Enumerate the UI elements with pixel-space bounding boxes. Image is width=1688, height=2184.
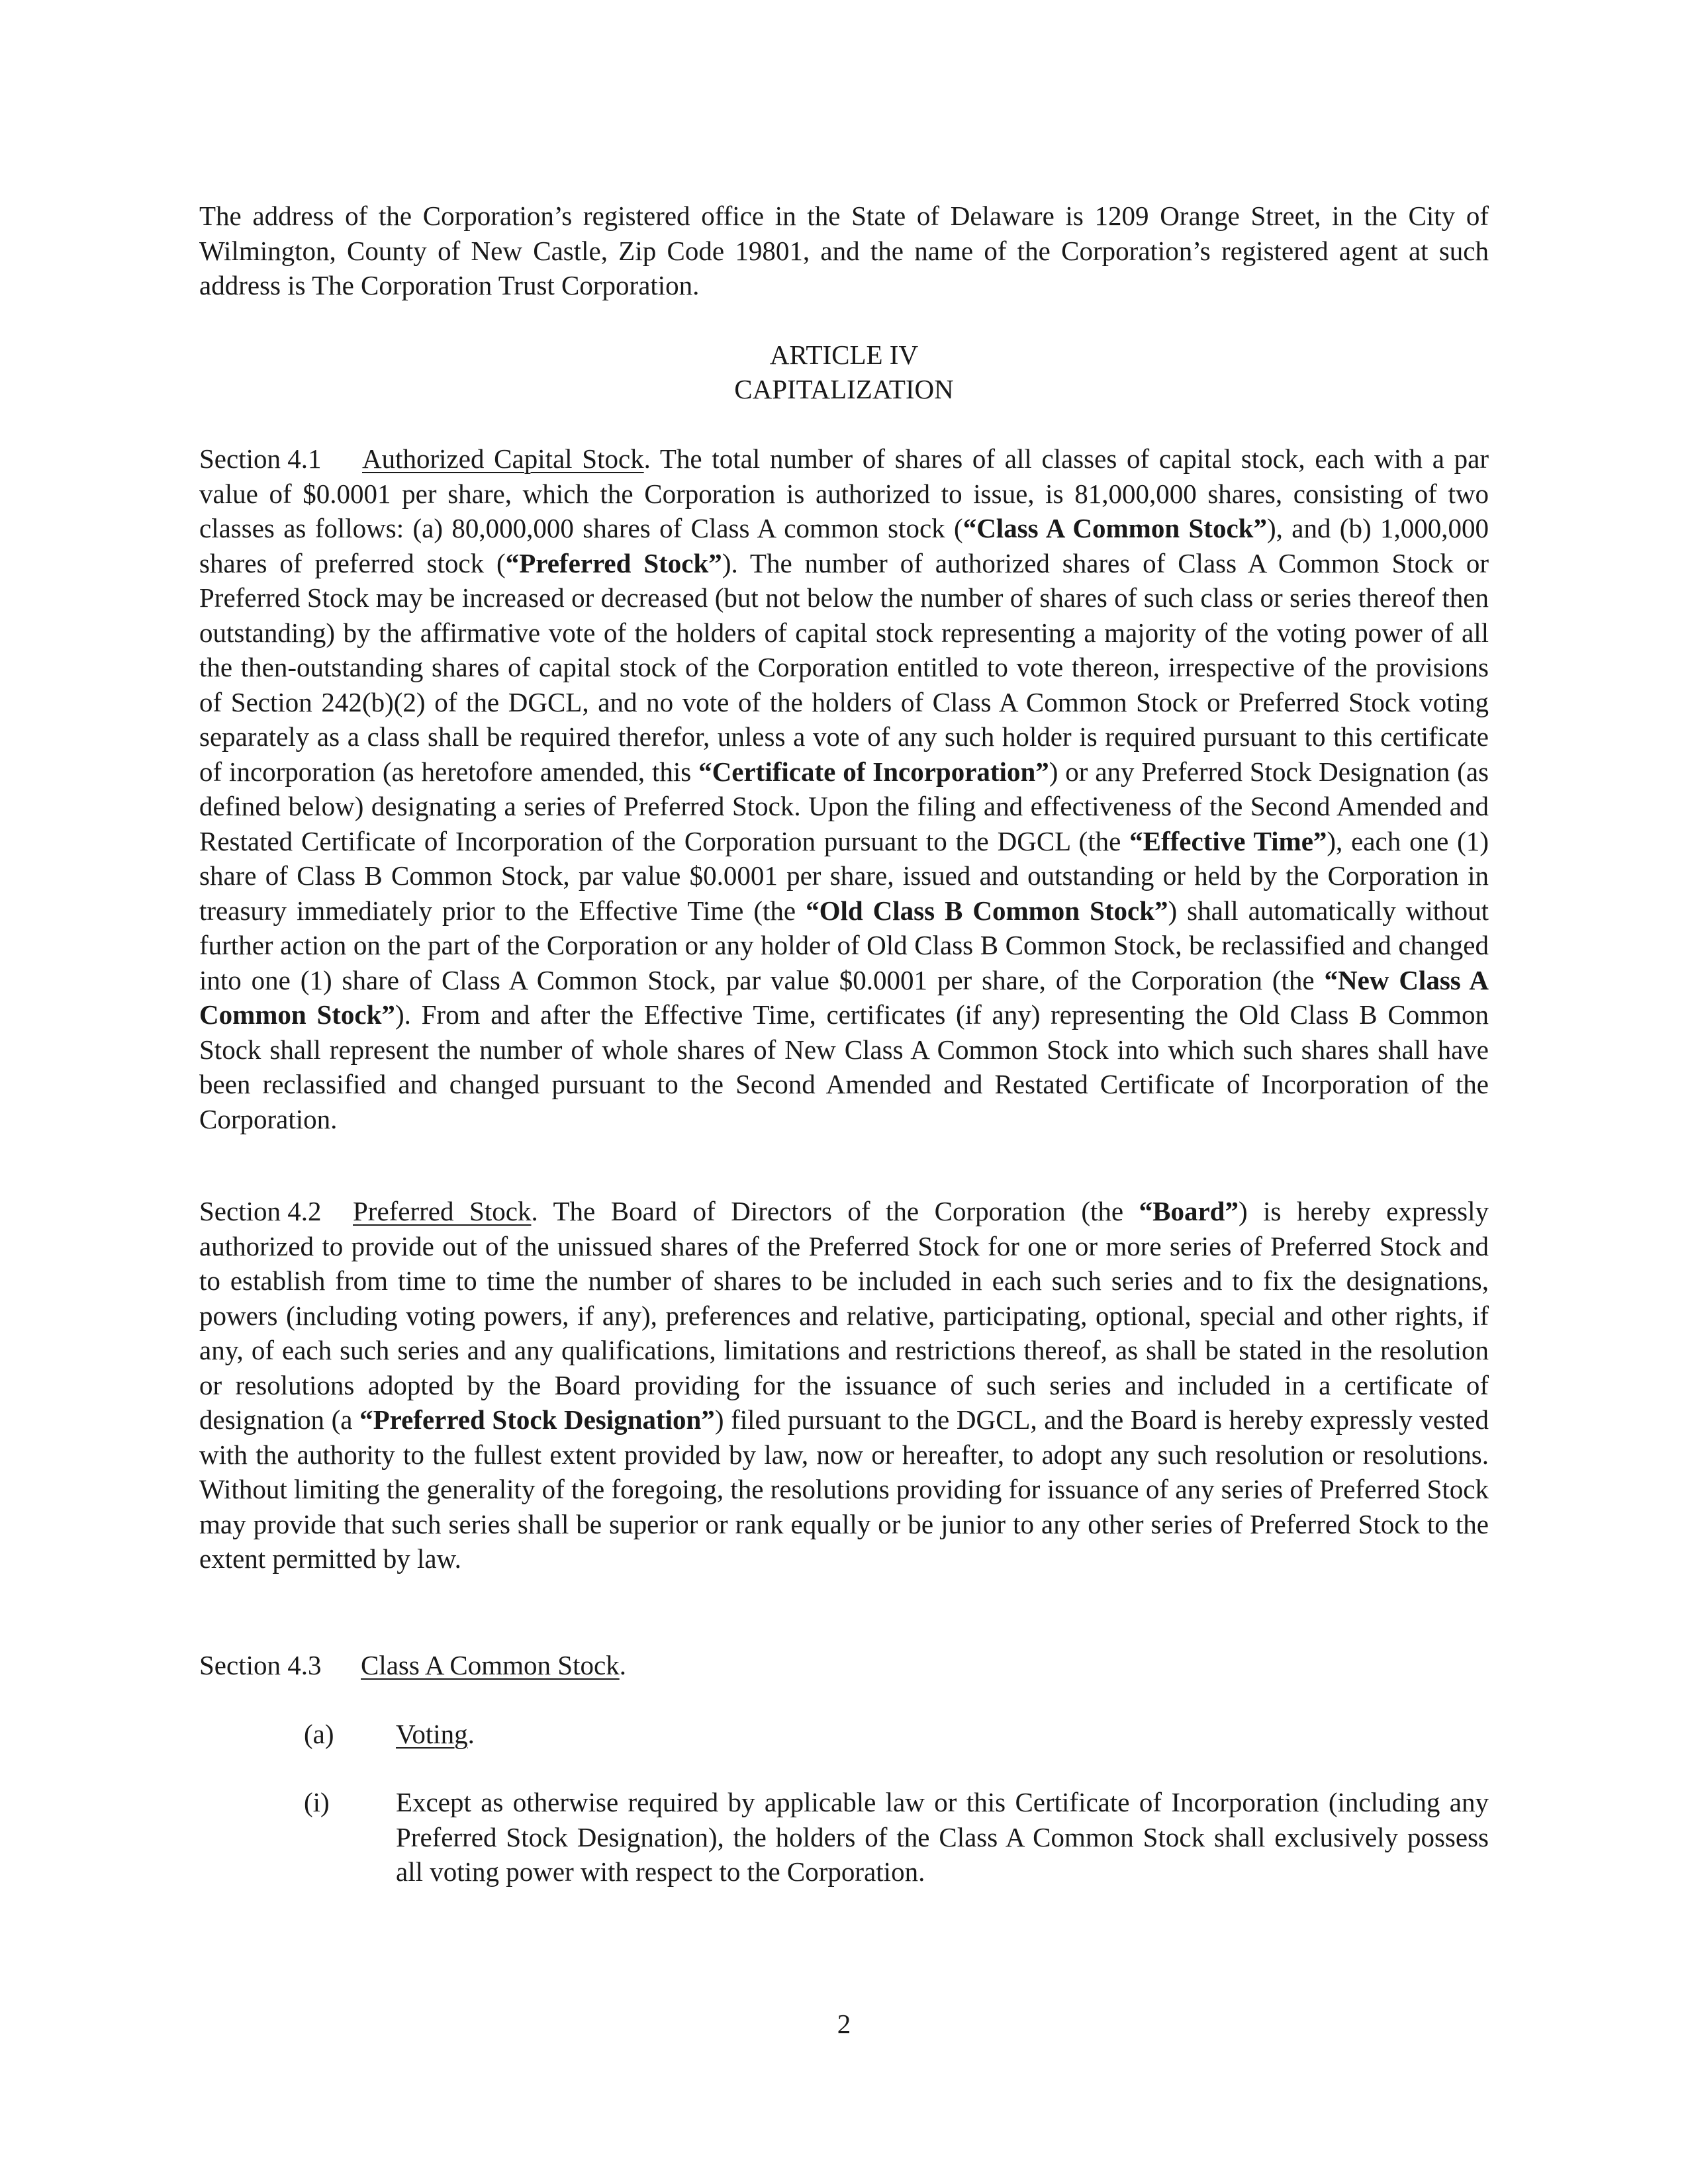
defined-term-preferred-stock: “Preferred Stock” [505, 547, 722, 578]
item-a-period: . [467, 1719, 475, 1749]
defined-term-new-class-a-common-stock: “New Class A Common Stock” [199, 964, 1489, 1030]
section-4-3-heading-line [199, 1648, 1489, 1683]
section-4-1-text: ) shall automatically without further action on the part of the Corporation or any holder of Old Class B Common Stock, be reclassified and changed into one (1) share of Class A Common Stock, par value $0.0001 per share, of the Corporation (the [199, 895, 1489, 995]
section-4-2-text: ) filed pursuant to the DGCL, and the Board is hereby expressly vested with the authority to the fullest extent provided by law, now or hereafter, to adopt any such resolution or resolutions. Without limiting the generality of the foregoing, the resolutions providing for issuance of any series of Preferred Stock may provide that such series shall be superior or rank equally or be junior to any other series of Preferred Stock to the extent permitted by law. [199, 1404, 1489, 1574]
section-4-3-heading: Class A Common Stock [361, 1650, 620, 1680]
section-4-1-text: . The total number of shares of all classes of capital stock, each with a par value of $0.0001 per share, which the Corporation is authorized to issue, is 81,000,000 shares, consisting of two classes as follows: (a) 80,000,000 shares of Class A common stock ( [199, 443, 1489, 543]
section-4-2-paragraph [199, 1194, 1489, 1576]
section-4-3-number: Section 4.3 [199, 1650, 322, 1680]
section-4-1-text: ). The number of authorized shares of Class A Common Stock or Preferred Stock may be increased or decreased (but not below the number of shares of such class or series thereof then outstanding) by the affirmative vote of the holders of capital stock representing a majority of the voting power of all the then-outstanding shares of capital stock of the Corporation entitled to vote thereon, irrespective of the provisions of Section 242(b)(2) of the DGCL, and no vote of the holders of Class A Common Stock or Preferred Stock voting separately as a class shall be required therefor, unless a vote of any such holder is required pursuant to this certificate of incorporation (as heretofore amended, this [199, 547, 1489, 787]
page-number: 2 [837, 2009, 851, 2039]
section-4-1-text: ), and (b) 1,000,000 shares of preferred stock ( [199, 513, 1489, 578]
section-4-1-text: ). From and after the Effective Time, certificates (if any) representing the Old Class B Common Stock shall represent the number of whole shares of New Class A Common Stock into which such shares shall have been reclassified and changed pursuant to the Second Amended and Restated Certificate of Incorporation of the Corporation. [199, 999, 1489, 1134]
section-4-2-text: ) is hereby expressly authorized to provide out of the unissued shares of the Preferred Stock for one or more series of Preferred Stock and to establish from time to time the number of shares to be included in each such series and to fix the designations, powers (including voting powers, if any), preferences and relative, participating, optional, special and other rights, if any, of each such series and any qualifications, limitations and restrictions thereof, as shall be stated in the resolution or resolutions adopted by the Board providing for the issuance of such series and included in a certificate of designation (a [199, 1196, 1489, 1435]
section-4-3-period: . [619, 1650, 626, 1680]
section-4-1-paragraph [199, 441, 1489, 1136]
section-4-2-text: . The Board of Directors of the Corporation (the [531, 1196, 1139, 1226]
section-4-1-text: ), each one (1) share of Class B Common Stock, par value $0.0001 per share, issued and outstanding or held by the Corporation in treasury immediately prior to the Effective Time (the [199, 825, 1489, 926]
defined-term-board: “Board” [1139, 1196, 1239, 1226]
section-4-1-text: ) or any Preferred Stock Designation (as defined below) designating a series of Preferred Stock. Upon the filing and effectiveness of the Second Amended and Restated Certificate of Incorporation of the Corporation pursuant to the DGCL (the [199, 756, 1489, 856]
item-a-heading-line [396, 1717, 1489, 1752]
section-4-1-heading: Authorized Capital Stock [362, 443, 644, 474]
section-4-1-number: Section 4.1 [199, 443, 322, 474]
defined-term-class-a-common-stock: “Class A Common Stock” [962, 513, 1267, 543]
defined-term-certificate-of-incorporation: “Certificate of Incorporation” [698, 756, 1049, 787]
article-number: ARTICLE IV [769, 340, 919, 370]
defined-term-preferred-stock-designation: “Preferred Stock Designation” [359, 1404, 715, 1435]
item-a-number: (a) [304, 1719, 334, 1749]
section-4-2-heading: Preferred Stock [353, 1196, 532, 1226]
intro-paragraph: The address of the Corporation’s registered office in the State of Delaware is 1209 Orange Street, in the City of Wilmington, County of New Castle, Zip Code 19801, and the name of the Corporation’s registered agent at such address is The Corporation Trust Corporation. [199, 201, 1489, 300]
section-4-2-number: Section 4.2 [199, 1196, 322, 1226]
item-i-number: (i) [304, 1787, 330, 1817]
defined-term-effective-time: “Effective Time” [1129, 825, 1327, 856]
item-i-text: Except as otherwise required by applicable law or this Certificate of Incorporation (including any Preferred Stock Designation), the holders of the Class A Common Stock shall exclusively possess all voting power with respect to the Corporation. [396, 1787, 1489, 1887]
article-title: CAPITALIZATION [734, 374, 954, 404]
item-a-heading: Voting [396, 1719, 468, 1749]
defined-term-old-class-b-common-stock: “Old Class B Common Stock” [806, 895, 1168, 926]
